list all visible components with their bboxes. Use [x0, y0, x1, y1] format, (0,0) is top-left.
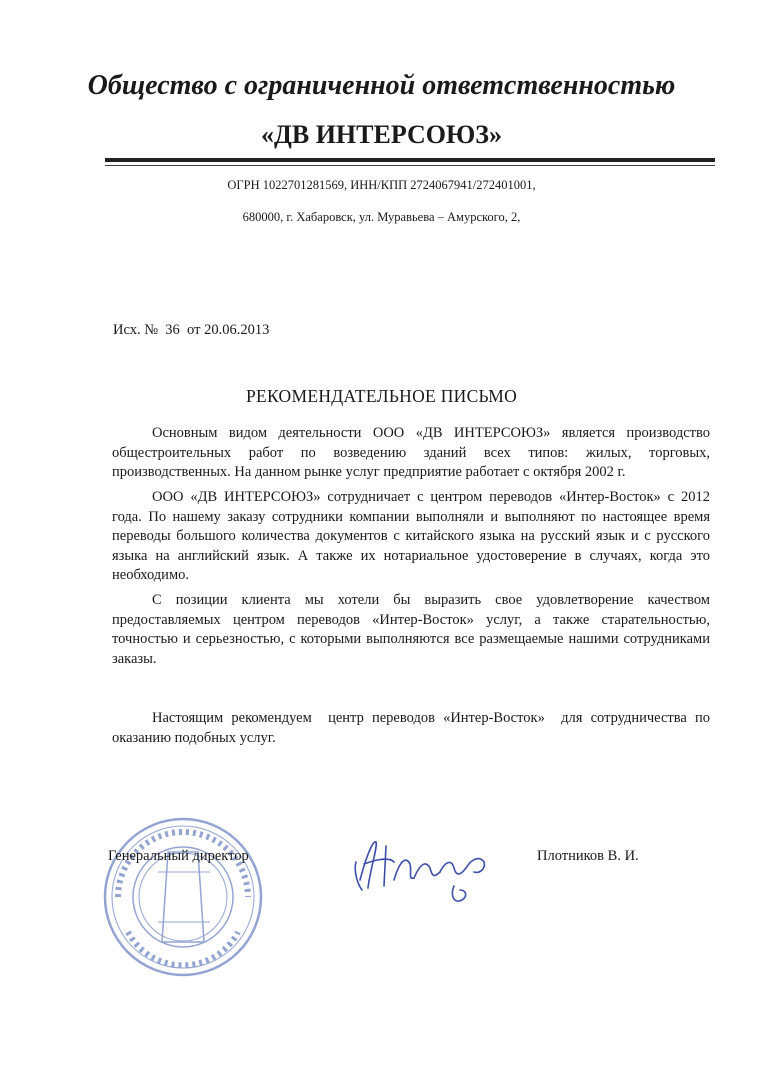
body-paragraph-2: ООО «ДВ ИНТЕРСОЮЗ» сотрудничает с центром переводов «Интер-Восток» с 2012 года. По нашему заказу сотрудники компании выполняли и выполняют по настоящее время переводы большого количества документов с китайского языка на русский язык и с русского языка на английский язык. А также их нотариальное удостоверение в случаях, когда это необходимо. — [112, 489, 710, 583]
company-requisites: ОГРН 1022701281569, ИНН/КПП 2724067941/272401001, — [227, 178, 536, 192]
body-paragraph-4: Настоящим рекомендуем центр переводов «Интер-Восток» для сотрудничества по оказанию подобных услуг. — [112, 710, 714, 746]
letter-title: РЕКОМЕНДАТЕЛЬНОЕ ПИСЬМО — [245, 386, 518, 406]
outgoing-number: Исх. № 36 от 20.06.2013 — [113, 322, 270, 338]
signatory-role: Генеральный директор — [108, 848, 249, 864]
organization-name: «ДВ ИНТЕРСОЮЗ» — [260, 120, 503, 149]
company-address: 680000, г. Хабаровск, ул. Муравьева – Амурского, 2, — [242, 210, 521, 224]
body-paragraph-1: Основным видом деятельности ООО «ДВ ИНТЕРСОЮЗ» является производство общестроительных работ по возведению зданий всех типов: жилых, торговых, производственных. На данном рынке услуг предприятие работает с октября 2002 г. — [112, 425, 710, 480]
header-rule-thick — [105, 158, 715, 162]
organization-type: Общество с ограниченной ответственностью — [87, 70, 676, 101]
company-stamp-icon — [98, 812, 268, 982]
header-rule-thin — [105, 165, 715, 166]
body-paragraph-3: С позиции клиента мы хотели бы выразить свое удовлетворение качеством предоставляемых центром переводов «Интер-Восток» услуг, а также старательностью, точностью и серьезностью, с которыми выполняются все размещаемые нашими сотрудниками заказы. — [112, 592, 710, 667]
signatory-name: Плотников В. И. — [537, 848, 639, 864]
handwritten-signature-icon — [350, 820, 505, 915]
